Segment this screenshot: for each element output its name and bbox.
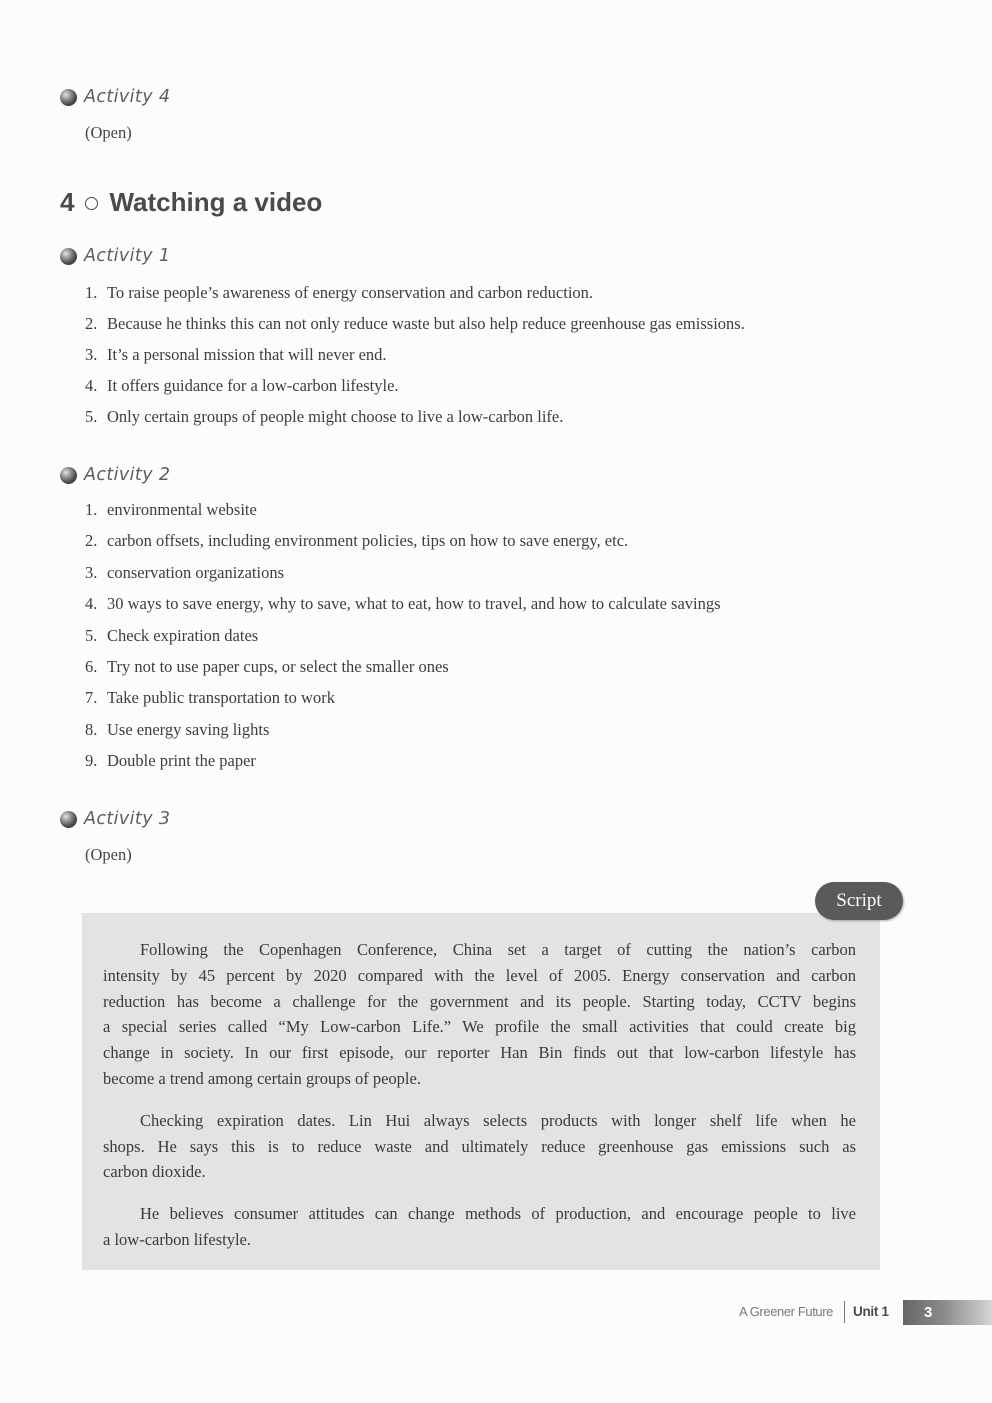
activity-title: Activity 3	[84, 809, 171, 829]
item-number: 4.	[85, 594, 98, 614]
list-item	[85, 557, 721, 588]
item-text: Double print the paper	[107, 751, 256, 771]
list-item	[85, 308, 745, 339]
script-paragraph	[103, 1108, 856, 1185]
item-text: To raise people’s awareness of energy conservation and carbon reduction.	[107, 283, 594, 302]
activity-heading	[60, 806, 170, 832]
item-text: Use energy saving lights	[107, 719, 270, 739]
page-number: 3	[924, 1304, 933, 1321]
item-number: 7.	[85, 688, 98, 708]
activity-title: Activity 4	[84, 87, 171, 107]
item-text: It’s a personal mission that will never end.	[107, 345, 387, 364]
section-heading	[60, 186, 322, 218]
list-item	[85, 370, 745, 401]
footer-unit: Unit 1	[853, 1304, 889, 1319]
item-number: 2.	[85, 531, 98, 551]
list-item	[85, 494, 721, 525]
answer-list	[85, 494, 721, 777]
list-item	[85, 588, 721, 619]
item-text: Only certain groups of people might choose to live a low-carbon life.	[107, 407, 564, 426]
script-line: change in society. In our first episode, our reporter Han Bin finds out that low-carbon lifestyle has	[103, 1043, 856, 1063]
item-text: conservation organizations	[107, 562, 285, 582]
script-line: reduction has become a challenge for the government and its people. Starting today, CCTV begins	[103, 991, 856, 1011]
item-number: 3.	[85, 562, 98, 582]
script-line: He believes consumer attitudes can change methods of production, and encourage people to live	[140, 1204, 856, 1224]
item-text: carbon offsets, including environment policies, tips on how to save energy, etc.	[107, 531, 629, 551]
script-badge: Script	[815, 882, 903, 920]
list-item	[85, 651, 721, 682]
script-line: Checking expiration dates. Lin Hui always selects products with longer shelf life when he	[140, 1110, 856, 1130]
item-number: 6.	[85, 656, 98, 676]
list-item	[85, 401, 745, 432]
item-text: Because he thinks this can not only reduce waste but also help reduce greenhouse gas emissions.	[107, 314, 745, 333]
item-number: 1.	[85, 283, 98, 302]
footer-book-title: A Greener Future	[738, 1304, 833, 1319]
list-item	[85, 525, 721, 556]
item-text: environmental website	[107, 500, 257, 519]
activity-title: Activity 1	[84, 246, 171, 266]
list-item	[85, 277, 745, 308]
script-box	[82, 913, 880, 1270]
sphere-bullet-icon	[60, 467, 77, 484]
activity-heading	[60, 462, 170, 488]
list-item	[85, 714, 721, 745]
item-number: 3.	[85, 345, 98, 364]
footer-divider	[844, 1301, 845, 1323]
script-line: become a trend among certain groups of people.	[103, 1068, 421, 1088]
script-paragraph	[103, 1201, 856, 1253]
activity-answer: (Open)	[85, 123, 132, 142]
item-number: 5.	[85, 625, 98, 645]
script-line: intensity by 45 percent by 2020 compared with the level of 2005. Energy conservation and carbon	[103, 965, 856, 985]
item-number: 1.	[85, 500, 98, 519]
activity-heading	[60, 243, 170, 269]
item-text: Check expiration dates	[107, 625, 259, 645]
script-line: Following the Copenhagen Conference, China set a target of cutting the nation’s carbon	[140, 940, 856, 959]
item-number: 4.	[85, 376, 98, 395]
section-number: 4	[60, 186, 75, 217]
script-line: shops. He says this is to reduce waste and ultimately reduce greenhouse gas emissions such as	[103, 1136, 856, 1156]
sphere-bullet-icon	[60, 248, 77, 265]
item-number: 8.	[85, 719, 98, 739]
item-text: It offers guidance for a low-carbon lifestyle.	[107, 376, 399, 395]
section-title: Watching a video	[109, 186, 323, 217]
page-number-tab	[903, 1300, 992, 1325]
sphere-bullet-icon	[60, 811, 77, 828]
script-line: a low-carbon lifestyle.	[103, 1229, 251, 1249]
sphere-bullet-icon	[60, 89, 77, 106]
item-number: 5.	[85, 407, 98, 426]
circle-icon	[85, 197, 98, 210]
activity-heading	[60, 84, 170, 110]
list-item	[85, 339, 745, 370]
item-number: 9.	[85, 751, 98, 771]
activity-title: Activity 2	[84, 465, 171, 485]
answer-list	[85, 277, 745, 432]
item-number: 2.	[85, 314, 98, 333]
list-item	[85, 745, 721, 776]
script-line: a special series called “My Low-carbon Life.” We profile the small activities that could create big	[103, 1017, 856, 1037]
list-item	[85, 620, 721, 651]
script-line: carbon dioxide.	[103, 1162, 206, 1182]
item-text: Take public transportation to work	[107, 688, 335, 708]
item-text: Try not to use paper cups, or select the smaller ones	[107, 656, 449, 676]
item-text: 30 ways to save energy, why to save, what to eat, how to travel, and how to calculate savings	[107, 594, 721, 614]
activity-answer: (Open)	[85, 845, 132, 864]
list-item	[85, 682, 721, 713]
script-paragraph	[103, 937, 856, 1092]
